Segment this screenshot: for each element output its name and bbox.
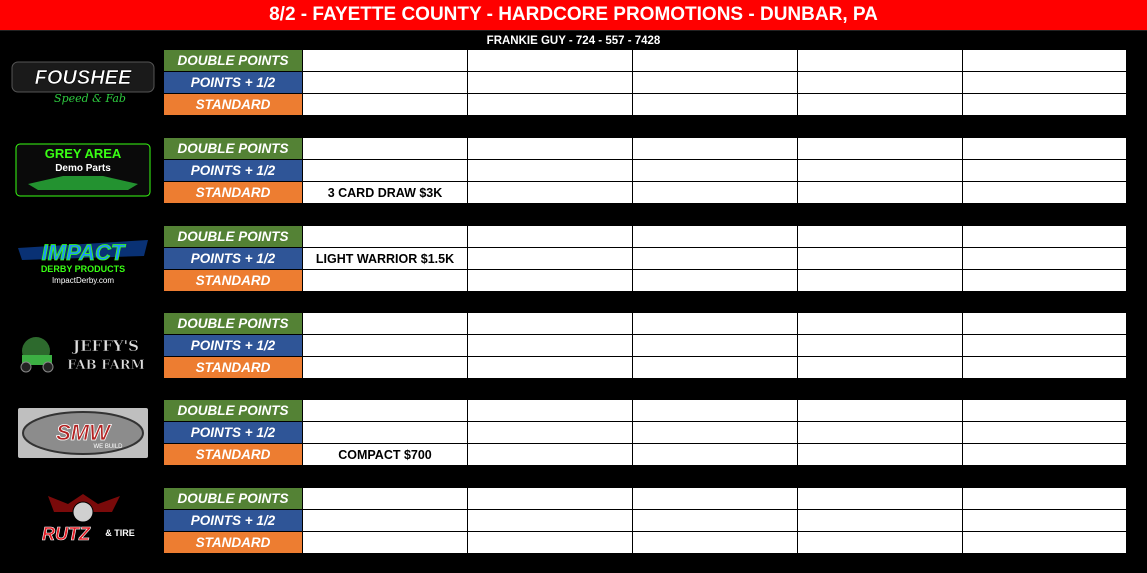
sponsor-block (0, 488, 1147, 554)
label-double-points: DOUBLE POINTS (164, 138, 302, 160)
label-standard: STANDARD (164, 182, 302, 204)
table-cell[interactable] (633, 313, 797, 335)
table-cell[interactable] (633, 422, 797, 444)
jeffys-fab-farm-logo (8, 315, 158, 377)
label-points-half: POINTS + 1/2 (164, 248, 302, 270)
label-points-half: POINTS + 1/2 (164, 422, 302, 444)
label-standard: STANDARD (164, 357, 302, 379)
table-cell[interactable] (798, 182, 962, 204)
row-double-points (164, 488, 1126, 510)
table-cell[interactable] (468, 72, 632, 94)
table-cell[interactable] (303, 313, 467, 335)
table-cell[interactable] (963, 72, 1126, 94)
label-standard: STANDARD (164, 270, 302, 292)
table-cell[interactable] (633, 510, 797, 532)
label-standard: STANDARD (164, 444, 302, 466)
table-cell[interactable] (468, 182, 632, 204)
table-cell[interactable] (798, 510, 962, 532)
logo-text-sub: FAB FARM (67, 358, 145, 373)
table-cell[interactable] (963, 138, 1126, 160)
table-cell[interactable] (303, 160, 467, 182)
label-standard: STANDARD (164, 532, 302, 554)
label-points-half: POINTS + 1/2 (164, 72, 302, 94)
table-cell[interactable] (798, 160, 962, 182)
table-cell[interactable] (633, 226, 797, 248)
logo-text-main: RUTZ (42, 524, 90, 544)
table-cell[interactable] (468, 94, 632, 116)
smw-logo (8, 402, 158, 464)
table-cell[interactable] (798, 532, 962, 554)
table-cell[interactable] (633, 72, 797, 94)
table-cell[interactable] (963, 335, 1126, 357)
table-cell[interactable]: COMPACT $700 (303, 444, 467, 466)
table-cell[interactable] (633, 94, 797, 116)
table-cell[interactable] (633, 532, 797, 554)
grey-area-logo (8, 140, 158, 202)
table-cell[interactable] (633, 488, 797, 510)
table-cell[interactable] (798, 248, 962, 270)
table-cell[interactable] (303, 94, 467, 116)
table-cell[interactable] (468, 270, 632, 292)
table-cell[interactable] (303, 335, 467, 357)
table-cell[interactable] (633, 270, 797, 292)
table-cell[interactable] (303, 357, 467, 379)
row-points-half (164, 72, 1126, 94)
table-cell[interactable] (468, 532, 632, 554)
label-double-points: DOUBLE POINTS (164, 400, 302, 422)
table-cell[interactable] (963, 313, 1126, 335)
table-cell[interactable] (633, 182, 797, 204)
table-cell[interactable] (963, 94, 1126, 116)
table-cell[interactable] (798, 50, 962, 72)
row-standard (164, 94, 1126, 116)
row-standard (164, 357, 1126, 379)
table-cell[interactable] (798, 313, 962, 335)
table-cell[interactable] (798, 400, 962, 422)
row-double-points (164, 400, 1126, 422)
row-double-points (164, 313, 1126, 335)
table-cell[interactable] (963, 248, 1126, 270)
label-points-half: POINTS + 1/2 (164, 510, 302, 532)
rutz-tire-logo (8, 490, 158, 552)
table-cell[interactable] (798, 138, 962, 160)
table-cell[interactable] (963, 510, 1126, 532)
table-cell[interactable] (303, 270, 467, 292)
table-cell[interactable]: LIGHT WARRIOR $1.5K (303, 248, 467, 270)
row-points-half (164, 160, 1126, 182)
table-cell[interactable] (303, 510, 467, 532)
logo-text-sub: WE BUILD (93, 444, 123, 450)
table-cell[interactable] (963, 160, 1126, 182)
table-cell[interactable] (963, 444, 1126, 466)
table-cell[interactable] (633, 400, 797, 422)
label-double-points: DOUBLE POINTS (164, 488, 302, 510)
row-points-half (164, 248, 1126, 270)
logo-text-main: FOUSHEE (34, 67, 132, 89)
logo-text-main: JEFFY'S (73, 337, 139, 355)
table-cell[interactable] (468, 226, 632, 248)
table-cell[interactable] (468, 248, 632, 270)
foushee-logo (8, 52, 158, 114)
impact-logo (8, 228, 158, 290)
row-points-half (164, 422, 1126, 444)
table-cell[interactable] (798, 226, 962, 248)
table-cell[interactable] (303, 422, 467, 444)
table-cell[interactable] (633, 357, 797, 379)
table-cell[interactable] (633, 335, 797, 357)
table-cell[interactable] (963, 400, 1126, 422)
table-cell[interactable] (798, 335, 962, 357)
row-double-points (164, 138, 1126, 160)
table-cell[interactable] (798, 422, 962, 444)
table-cell[interactable] (468, 400, 632, 422)
table-cell[interactable] (798, 488, 962, 510)
contact-line: FRANKIE GUY - 724 - 557 - 7428 (486, 34, 661, 47)
label-points-half: POINTS + 1/2 (164, 335, 302, 357)
table-cell[interactable] (633, 138, 797, 160)
label-double-points: DOUBLE POINTS (164, 50, 302, 72)
page-title: 8/2 - FAYETTE COUNTY - HARDCORE PROMOTIONS - DUNBAR, PA (0, 0, 1147, 31)
label-points-half: POINTS + 1/2 (164, 160, 302, 182)
table-cell[interactable] (303, 50, 467, 72)
table-cell[interactable] (468, 422, 632, 444)
sponsor-block (0, 138, 1147, 204)
table-cell[interactable] (303, 226, 467, 248)
table-cell[interactable] (468, 488, 632, 510)
logo-text-url: ImpactDerby.com (51, 276, 115, 285)
logo-text-main: SMW (56, 420, 110, 445)
table-cell[interactable] (963, 357, 1126, 379)
table-cell[interactable] (303, 488, 467, 510)
table-cell[interactable]: 3 CARD DRAW $3K (303, 182, 467, 204)
logo-text-sub: Speed & Fab (54, 92, 126, 105)
label-double-points: DOUBLE POINTS (164, 313, 302, 335)
row-standard (164, 270, 1126, 292)
logo-text-main: GREY AREA (44, 146, 122, 161)
table-cell[interactable] (468, 444, 632, 466)
logo-text-main: IMPACT (41, 240, 125, 265)
logo-text-sub: & TIRE (105, 528, 135, 538)
sponsor-block (0, 50, 1147, 116)
table-cell[interactable] (633, 160, 797, 182)
table-cell[interactable] (633, 444, 797, 466)
table-cell[interactable] (798, 270, 962, 292)
table-cell[interactable] (633, 248, 797, 270)
row-standard (164, 532, 1126, 554)
table-cell[interactable] (963, 50, 1126, 72)
table-cell[interactable] (963, 532, 1126, 554)
row-standard (164, 444, 1126, 466)
table-cell[interactable] (963, 226, 1126, 248)
table-cell[interactable] (468, 335, 632, 357)
table-cell[interactable] (963, 182, 1126, 204)
table-cell[interactable] (963, 270, 1126, 292)
table-cell[interactable] (468, 160, 632, 182)
table-cell[interactable] (798, 444, 962, 466)
row-points-half (164, 510, 1126, 532)
table-cell[interactable] (633, 50, 797, 72)
logo-text-sub: Demo Parts (55, 163, 111, 174)
sponsor-block (0, 400, 1147, 466)
table-cell[interactable] (963, 488, 1126, 510)
table-cell[interactable] (963, 422, 1126, 444)
table-cell[interactable] (468, 357, 632, 379)
table-cell[interactable] (303, 72, 467, 94)
table-cell[interactable] (468, 510, 632, 532)
sponsor-block (0, 226, 1147, 292)
table-cell[interactable] (303, 138, 467, 160)
table-cell[interactable] (798, 357, 962, 379)
row-double-points (164, 50, 1126, 72)
table-cell[interactable] (303, 532, 467, 554)
logo-text-sub: DERBY PRODUCTS (40, 264, 126, 274)
row-standard (164, 182, 1126, 204)
row-points-half (164, 335, 1126, 357)
table-cell[interactable] (303, 400, 467, 422)
row-double-points (164, 226, 1126, 248)
table-cell[interactable] (798, 72, 962, 94)
sponsor-block (0, 313, 1147, 379)
label-double-points: DOUBLE POINTS (164, 226, 302, 248)
table-cell[interactable] (468, 138, 632, 160)
label-standard: STANDARD (164, 94, 302, 116)
table-cell[interactable] (468, 313, 632, 335)
table-cell[interactable] (468, 50, 632, 72)
table-cell[interactable] (798, 94, 962, 116)
